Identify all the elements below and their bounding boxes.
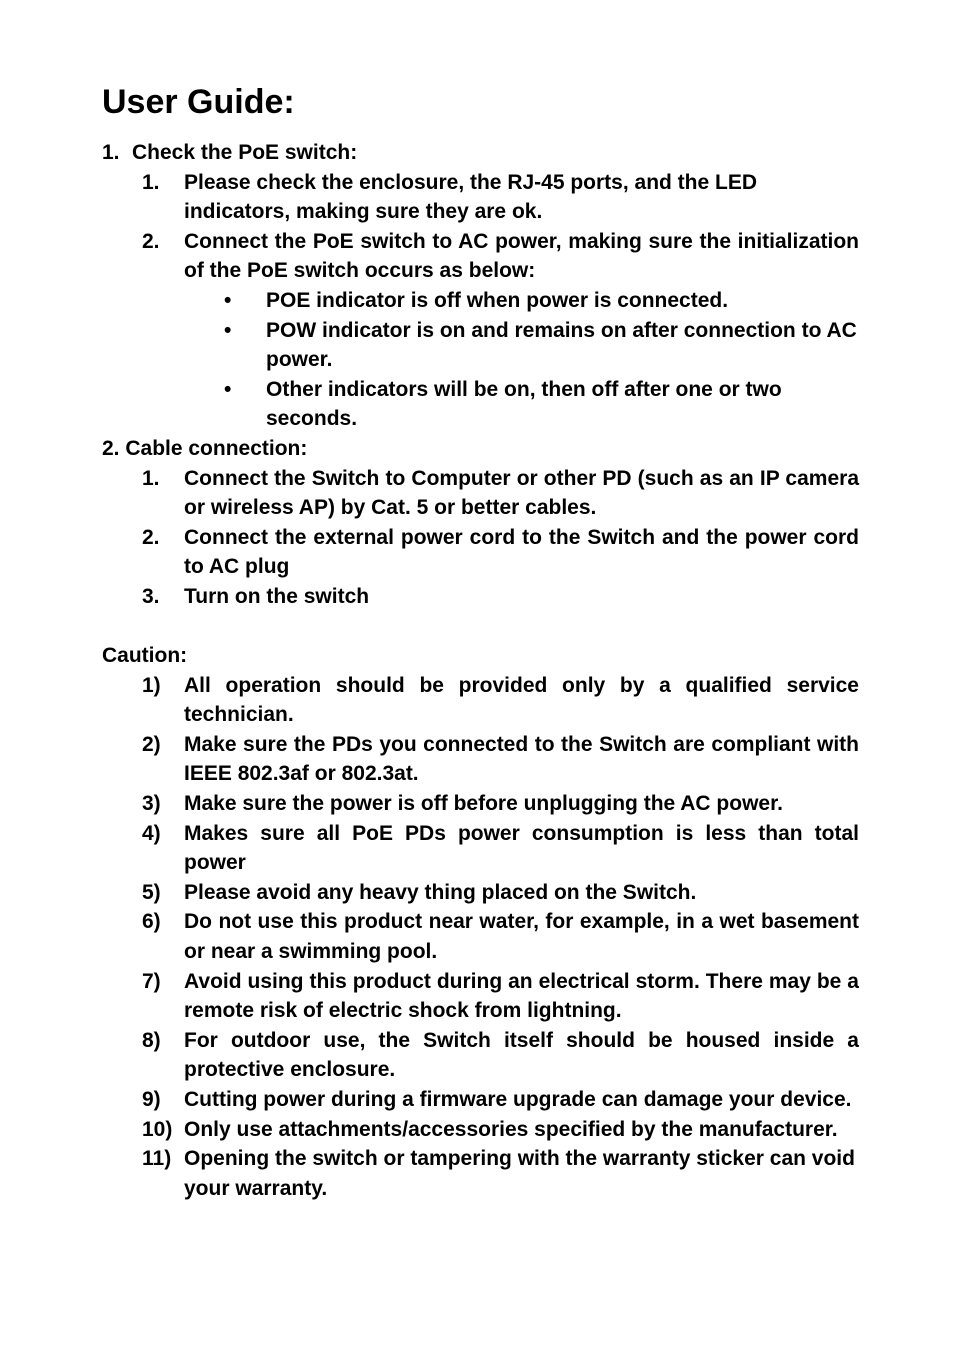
list-marker: 6)	[142, 910, 161, 934]
list-marker: 7)	[142, 969, 161, 993]
spacer	[102, 612, 859, 642]
caution-text: Do not use this product near water, for example, in a wet basement or near a swimming pool.	[184, 910, 859, 964]
list-marker: 2.	[142, 229, 160, 253]
list-marker: 4)	[142, 821, 161, 845]
list-marker: 8)	[142, 1028, 161, 1052]
caution-item	[102, 1026, 859, 1085]
list-item	[102, 582, 859, 612]
caution-item	[102, 1144, 859, 1203]
list-marker: 10)	[142, 1117, 173, 1141]
list-marker: 1)	[142, 673, 161, 697]
bullet-marker: •	[224, 377, 232, 401]
bullet-marker: •	[224, 288, 232, 312]
caution-text: Cutting power during a firmware upgrade can damage your device.	[184, 1088, 852, 1111]
caution-item	[102, 819, 859, 878]
caution-text: Only use attachments/accessories specified by the manufacturer.	[184, 1117, 838, 1141]
list-item	[102, 464, 859, 523]
section-heading-check-switch	[102, 138, 859, 168]
list-item-text: Connect the PoE switch to AC power, making sure the initialization of the PoE switch occurs as below:	[184, 229, 859, 283]
list-marker: 3)	[142, 792, 161, 816]
caution-text: Make sure the power is off before unplugging the AC power.	[184, 792, 783, 816]
caution-text: Make sure the PDs you connected to the Switch are compliant with IEEE 802.3af or 802.3at.	[184, 732, 859, 786]
list-marker: 9)	[142, 1088, 161, 1111]
caution-item	[102, 967, 859, 1026]
caution-item	[102, 1085, 859, 1115]
bullet-text: POW indicator is on and remains on after connection to AC power.	[266, 318, 857, 372]
list-marker: 5)	[142, 880, 161, 904]
caution-item	[102, 671, 859, 730]
section-number: 1.	[102, 141, 120, 164]
list-marker: 1.	[142, 170, 160, 194]
caution-item	[102, 907, 859, 966]
bullet-item	[102, 375, 859, 434]
caution-text: Makes sure all PoE PDs power consumption is less than total power	[184, 821, 859, 875]
list-marker: 3.	[142, 584, 160, 608]
caution-text: For outdoor use, the Switch itself should be housed inside a protective enclosure.	[184, 1028, 859, 1082]
document-body	[102, 138, 859, 1203]
bullet-text: POE indicator is off when power is connected.	[266, 288, 729, 312]
list-item	[102, 168, 859, 227]
section-heading-text: Check the PoE switch:	[132, 141, 358, 164]
bullet-item	[102, 286, 859, 316]
bullet-text: Other indicators will be on, then off after one or two seconds.	[266, 377, 782, 431]
bullet-item	[102, 316, 859, 375]
caution-text: Opening the switch or tampering with the warranty sticker can void your warranty.	[184, 1147, 855, 1200]
list-marker: 11)	[142, 1147, 172, 1171]
list-marker: 1.	[142, 466, 160, 490]
list-marker: 2.	[142, 525, 160, 549]
list-item-text: Turn on the switch	[184, 584, 370, 608]
caution-item	[102, 730, 859, 789]
caution-text: Avoid using this product during an electrical storm. There may be a remote risk of electric shock from lightning.	[184, 969, 859, 1023]
page-title: User Guide:	[102, 83, 295, 121]
list-item	[102, 523, 859, 582]
section-heading-caution: Caution:	[102, 644, 188, 668]
caution-text: Please avoid any heavy thing placed on the Switch.	[184, 880, 697, 904]
list-item-text: Connect the Switch to Computer or other PD (such as an IP camera or wireless AP) by Cat. 5 or better cables.	[184, 466, 859, 520]
list-item-text: Connect the external power cord to the Switch and the power cord to AC plug	[184, 525, 859, 579]
list-item-text: Please check the enclosure, the RJ-45 ports, and the LED indicators, making sure they are ok.	[184, 170, 758, 224]
caution-text: All operation should be provided only by a qualified service technician.	[184, 673, 859, 727]
caution-item	[102, 789, 859, 819]
list-item	[102, 227, 859, 286]
caution-item	[102, 878, 859, 908]
list-marker: 2)	[142, 732, 161, 756]
section-heading-cable-connection: 2. Cable connection:	[102, 436, 308, 460]
bullet-marker: •	[224, 318, 232, 342]
caution-item	[102, 1115, 859, 1145]
